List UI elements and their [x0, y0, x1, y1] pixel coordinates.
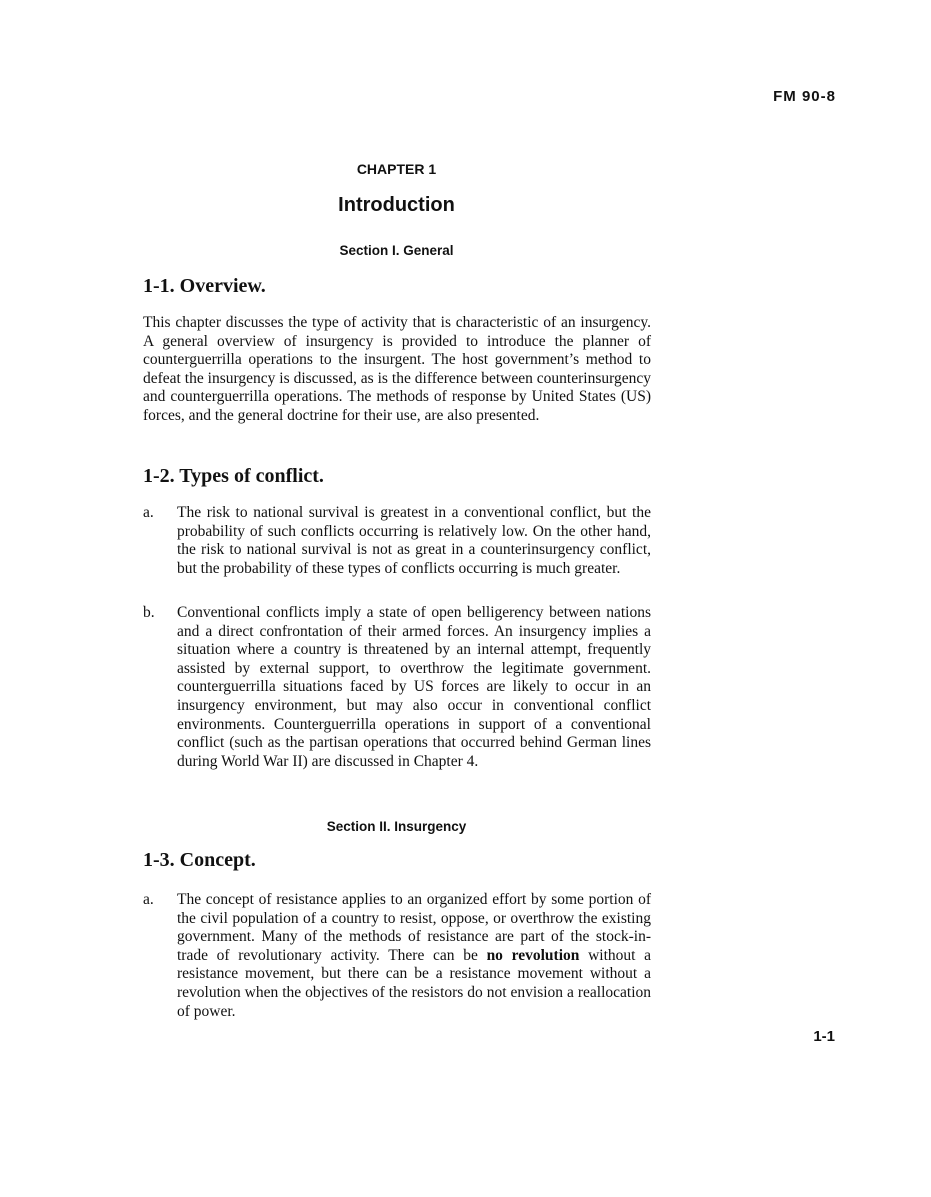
list-item: [143, 891, 651, 1021]
chapter-title: Introduction: [338, 194, 455, 216]
section-heading-insurgency: Section II. Insurgency: [326, 819, 467, 834]
paragraph-heading-concept: 1-3. Concept.: [143, 849, 256, 871]
list-item-text: The risk to national survival is greatest in a conventional conflict, but the probability of such conflicts occurring is relatively low. On the other hand, the risk to national survival is not as great in a counterinsurgency conflict, but the probability of these types of conflicts occurring is much greater.: [177, 504, 651, 577]
chapter-label: CHAPTER 1: [356, 161, 437, 177]
list-item-letter: b.: [143, 604, 155, 621]
overview-paragraph: This chapter discusses the type of activity that is characteristic of an insurgency. A general overview of insurgency is provided to introduce the planner of counterguerrilla operations to the insurgent. The host government’s method to defeat the insurgency is discussed, as is the difference between counterinsurgency and counterguerrilla operations. The methods of response by United States (US) forces, and the general doctrine for their use, are also presented.: [143, 314, 651, 424]
list-item: [143, 604, 651, 771]
list-item-text: Conventional conflicts imply a state of open belligerency between nations and a direct confrontation of their armed forces. An insurgency implies a situation where a country is threatened by an internal attempt, frequently assisted by external support, to overthrow the legitimate government. counterguerrilla situations faced by US forces are likely to occur in an insurgency environment, but may also occur in conventional conflict environments. Counterguerrilla operations in support of a conventional conflict (such as the partisan operations that occurred behind German lines during World War II) are discussed in Chapter 4.: [177, 604, 651, 770]
concept-text-start: The concept of resistance applies to an organized effort by some portion of the civil population of a country to resist, oppose, or overthrow the existing government. Many of the methods of resistance are part of the stock-in-trade of revolutionary activity. There can be: [177, 891, 651, 964]
list-item-letter: a.: [143, 891, 154, 908]
paragraph-heading-overview: 1-1. Overview.: [143, 275, 266, 297]
list-item: [143, 504, 651, 578]
concept-text-end: without a resistance movement, but there can be a resistance movement without a revolution when the objectives of the resistors do not envision a reallocation of power.: [177, 946, 651, 1020]
section-heading-general: Section I. General: [339, 243, 454, 258]
list-item-letter: a.: [143, 504, 154, 521]
list-item-text: [177, 891, 651, 1021]
paragraph-heading-types-of-conflict: 1-2. Types of conflict.: [143, 465, 324, 487]
emphasis-no-revolution: no revolution: [486, 946, 580, 964]
document-id: FM 90-8: [773, 88, 836, 105]
page-number: 1-1: [813, 1028, 835, 1045]
